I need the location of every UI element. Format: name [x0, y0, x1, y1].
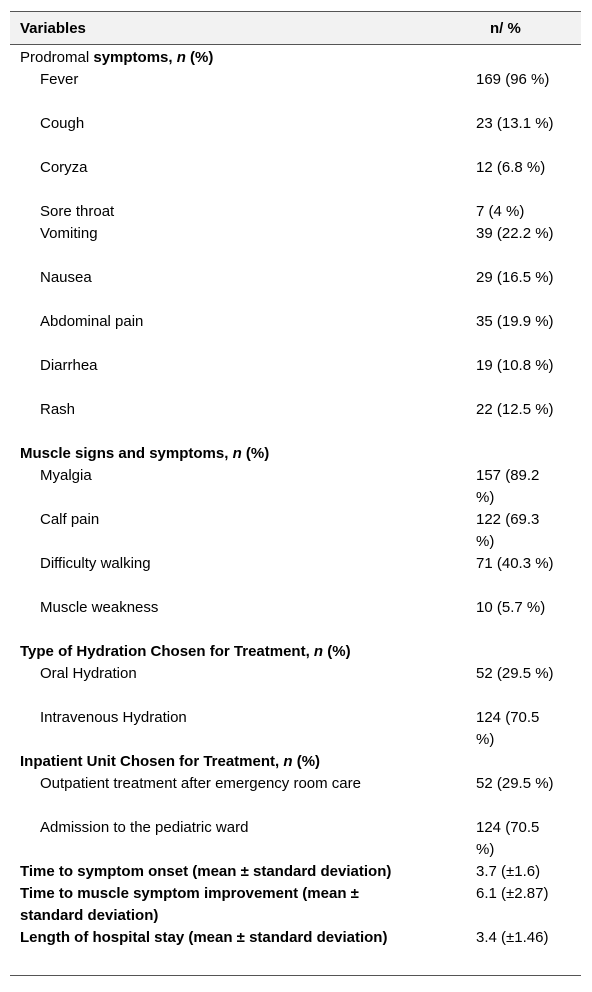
table-row — [10, 311, 581, 355]
row-value: 22 (12.5 %) — [476, 401, 554, 418]
row-value: 124 (70.5 %) — [476, 709, 540, 748]
section-title: Type of Hydration Chosen for Treatment, n (%) — [20, 643, 351, 660]
summary-row-onset — [10, 861, 581, 883]
table-row — [10, 663, 581, 707]
row-label: Coryza — [40, 159, 88, 176]
row-value: 23 (13.1 %) — [476, 115, 554, 132]
table-row — [10, 355, 581, 399]
table-row — [10, 113, 581, 157]
table-row — [10, 465, 581, 509]
row-label: Length of hospital stay (mean ± standard deviation) — [20, 929, 388, 946]
row-value: 124 (70.5 %) — [476, 819, 540, 858]
row-label: Time to symptom onset (mean ± standard deviation) — [20, 863, 392, 880]
row-label: Diarrhea — [40, 357, 98, 374]
summary-row-improvement — [10, 883, 581, 927]
row-label: Muscle weakness — [40, 599, 159, 616]
section-hydration — [10, 641, 581, 663]
row-label: Oral Hydration — [40, 665, 137, 682]
row-value: 3.7 (±1.6) — [476, 863, 541, 880]
row-label: Nausea — [40, 269, 92, 286]
section-title: Inpatient Unit Chosen for Treatment, n (%) — [20, 753, 321, 770]
summary-row-stay — [10, 927, 581, 971]
row-value: 169 (96 %) — [476, 71, 550, 88]
row-label: Cough — [40, 115, 85, 132]
section-title: Prodromal symptoms, n (%) — [20, 49, 214, 66]
table-row — [10, 157, 581, 201]
row-value: 6.1 (±2.87) — [476, 885, 549, 902]
row-label: Calf pain — [40, 511, 100, 528]
row-value: 19 (10.8 %) — [476, 357, 554, 374]
header-n-percent: n/ % — [490, 19, 521, 37]
row-label: Vomiting — [40, 225, 98, 242]
row-value: 10 (5.7 %) — [476, 599, 546, 616]
row-value: 3.4 (±1.46) — [476, 929, 549, 946]
row-value: 157 (89.2 %) — [476, 467, 540, 506]
row-label: Intravenous Hydration — [40, 709, 187, 726]
row-label: Time to muscle symptom improvement (mean ± standard deviation) — [20, 885, 359, 924]
row-value: 12 (6.8 %) — [476, 159, 546, 176]
row-value: 39 (22.2 %) — [476, 225, 554, 242]
row-label: Sore throat — [40, 203, 115, 220]
table-row — [10, 597, 581, 641]
row-value: 71 (40.3 %) — [476, 555, 554, 572]
row-label: Outpatient treatment after emergency room care — [40, 775, 361, 792]
row-value: 52 (29.5 %) — [476, 775, 554, 792]
table-row — [10, 69, 581, 113]
row-label: Rash — [40, 401, 76, 418]
table-row — [10, 817, 581, 861]
row-value: 35 (19.9 %) — [476, 313, 554, 330]
table-body — [10, 45, 581, 975]
row-value: 29 (16.5 %) — [476, 269, 554, 286]
header-variables: Variables — [20, 19, 86, 37]
row-label: Admission to the pediatric ward — [40, 819, 249, 836]
row-value: 52 (29.5 %) — [476, 665, 554, 682]
table-row — [10, 509, 581, 553]
table-row — [10, 707, 581, 751]
section-title: Muscle signs and symptoms, n (%) — [20, 445, 270, 462]
row-value: 122 (69.3 %) — [476, 511, 540, 550]
section-prodromal — [10, 47, 581, 69]
table-row — [10, 267, 581, 311]
table-row — [10, 399, 581, 443]
section-inpatient — [10, 751, 581, 773]
row-label: Difficulty walking — [40, 555, 151, 572]
row-label: Abdominal pain — [40, 313, 144, 330]
row-value: 7 (4 %) — [476, 203, 525, 220]
data-table — [10, 11, 581, 976]
table-row — [10, 223, 581, 267]
row-label: Fever — [40, 71, 79, 88]
row-label: Myalgia — [40, 467, 92, 484]
table-row — [10, 553, 581, 597]
table-header — [10, 12, 581, 45]
table-row — [10, 201, 581, 223]
section-muscle — [10, 443, 581, 465]
table-row — [10, 773, 581, 817]
